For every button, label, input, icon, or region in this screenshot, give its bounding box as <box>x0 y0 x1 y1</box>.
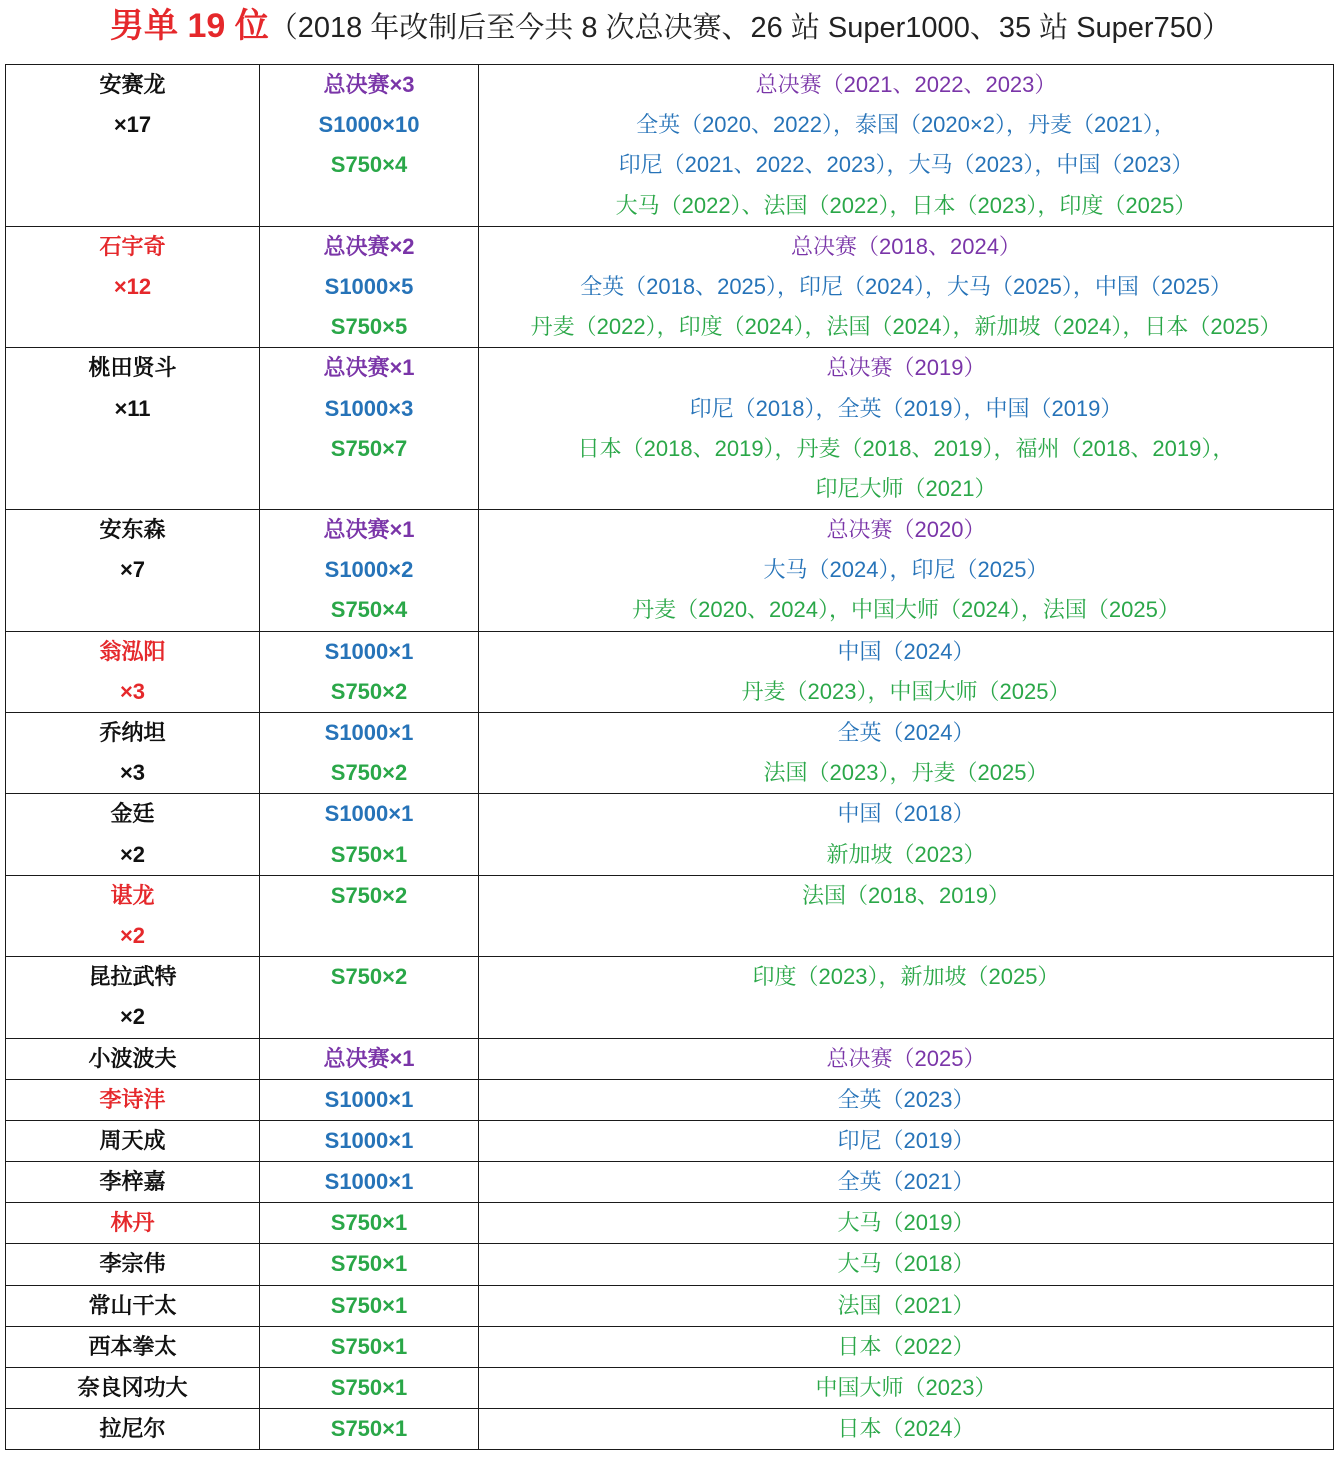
player-row <box>6 1326 1334 1367</box>
event-detail-cell <box>479 1285 1334 1326</box>
player-row <box>6 1038 1334 1079</box>
event-count-cell <box>260 1409 479 1450</box>
event-count-label: S750×2 <box>330 760 408 786</box>
player-row <box>6 1079 1334 1120</box>
event-count-label: S1000×1 <box>324 801 414 827</box>
event-detail-line: 大马（2018） <box>837 1251 975 1277</box>
event-detail-cell <box>479 875 1334 956</box>
event-count-label: S1000×1 <box>324 1086 414 1112</box>
player-cell <box>6 1079 260 1120</box>
event-count-label: S1000×3 <box>324 395 414 421</box>
player-row <box>6 631 1334 712</box>
event-count-label: 总决赛×1 <box>323 517 415 543</box>
event-count-label: 总决赛×1 <box>323 1045 415 1071</box>
event-count-cell <box>260 631 479 712</box>
event-count-cell <box>260 1162 479 1203</box>
event-count-label: S750×1 <box>330 1416 408 1442</box>
player-row <box>6 875 1334 956</box>
event-detail-line: 中国大师（2023） <box>815 1375 997 1400</box>
player-name: 翁泓阳 <box>99 638 166 664</box>
player-row <box>6 1368 1334 1409</box>
player-name: 林丹 <box>110 1210 155 1236</box>
player-cell <box>6 1120 260 1161</box>
player-cell <box>6 1368 260 1409</box>
event-count-cell <box>260 957 479 1038</box>
event-count-cell <box>260 65 479 227</box>
event-count-cell <box>260 1285 479 1326</box>
event-detail-cell <box>479 957 1334 1038</box>
event-count-cell <box>260 1038 479 1079</box>
player-name: 金廷 <box>110 801 155 827</box>
player-row <box>6 713 1334 794</box>
player-cell <box>6 1326 260 1367</box>
title-subtitle: （2018 年改制后至今共 8 次总决赛、26 站 Super1000、35 站 Super750） <box>268 12 1231 44</box>
event-detail-line: 法国（2018、2019） <box>802 882 1010 908</box>
event-detail-line: 中国（2024） <box>837 638 975 664</box>
player-name: 石宇奇 <box>99 233 166 259</box>
event-detail-cell <box>479 713 1334 794</box>
player-name: 小波波夫 <box>88 1045 177 1071</box>
event-count-label: 总决赛×1 <box>323 355 415 381</box>
event-count-label: 总决赛×2 <box>323 233 415 259</box>
event-count-label: S1000×10 <box>318 112 420 138</box>
event-detail-cell <box>479 1120 1334 1161</box>
player-cell <box>6 713 260 794</box>
event-detail-cell <box>479 1244 1334 1285</box>
player-cell <box>6 226 260 348</box>
event-detail-cell <box>479 1203 1334 1244</box>
event-detail-line: 中国（2018） <box>837 801 975 827</box>
event-count-label: S750×1 <box>330 1210 408 1236</box>
event-detail-line: 全英（2020、2022），泰国（2020×2），丹麦（2021）， <box>636 112 1176 138</box>
player-title-count: ×3 <box>119 678 146 704</box>
player-cell <box>6 794 260 875</box>
player-name: 李诗沣 <box>99 1086 166 1112</box>
event-count-label: S750×7 <box>330 435 408 461</box>
player-row <box>6 1120 1334 1161</box>
event-count-label: S750×1 <box>330 1333 408 1359</box>
event-count-label: 总决赛×3 <box>323 72 415 97</box>
player-title-count: ×2 <box>119 1004 146 1030</box>
player-row <box>6 794 1334 875</box>
player-cell <box>6 1244 260 1285</box>
player-row <box>6 348 1334 510</box>
event-count-label: S1000×1 <box>324 1127 414 1153</box>
player-name: 乔纳坦 <box>99 720 166 745</box>
event-detail-cell <box>479 1038 1334 1079</box>
event-count-label: S750×2 <box>330 678 408 704</box>
player-title-count: ×7 <box>119 557 146 583</box>
player-row <box>6 65 1334 227</box>
event-count-label: S750×4 <box>330 597 408 623</box>
title-highlight: 男单 19 位 <box>110 7 269 45</box>
event-detail-line: 日本（2024） <box>837 1416 975 1442</box>
event-count-cell <box>260 1079 479 1120</box>
event-detail-line: 印度（2023），新加坡（2025） <box>752 964 1060 990</box>
event-count-label: S750×5 <box>330 314 408 340</box>
event-count-cell <box>260 1120 479 1161</box>
event-detail-line: 丹麦（2020、2024），中国大师（2024），法国（2025） <box>632 597 1180 623</box>
event-detail-line: 总决赛（2020） <box>826 517 986 543</box>
event-count-cell <box>260 875 479 956</box>
event-detail-line: 全英（2021） <box>837 1169 975 1195</box>
event-detail-line: 大马（2022）、法国（2022），日本（2023），印度（2025） <box>615 192 1197 218</box>
event-count-label: S1000×1 <box>324 638 414 664</box>
player-cell <box>6 65 260 227</box>
event-count-label: S750×1 <box>330 841 408 867</box>
player-cell <box>6 1285 260 1326</box>
event-count-cell <box>260 1203 479 1244</box>
player-title-count: ×2 <box>119 922 146 948</box>
player-row <box>6 1409 1334 1450</box>
event-detail-line: 日本（2022） <box>837 1333 975 1359</box>
player-row <box>6 1203 1334 1244</box>
event-count-cell <box>260 348 479 510</box>
player-name: 拉尼尔 <box>99 1416 166 1442</box>
event-detail-cell <box>479 1368 1334 1409</box>
event-detail-line: 印尼（2018），全英（2019），中国（2019） <box>689 395 1123 421</box>
event-count-label: S750×2 <box>330 964 408 990</box>
player-title-count: ×17 <box>113 112 152 138</box>
player-cell <box>6 1038 260 1079</box>
player-cell <box>6 631 260 712</box>
player-row <box>6 1162 1334 1203</box>
player-name: 奈良冈功大 <box>77 1375 188 1400</box>
event-count-label: S1000×2 <box>324 557 414 583</box>
event-detail-cell <box>479 510 1334 632</box>
event-detail-line: 全英（2024） <box>837 720 975 745</box>
player-name: 安东森 <box>99 517 166 543</box>
player-cell <box>6 875 260 956</box>
event-count-label: S1000×1 <box>324 1169 414 1195</box>
event-detail-line: 新加坡（2023） <box>826 841 986 867</box>
event-detail-line: 印尼（2019） <box>837 1127 975 1153</box>
event-count-label: S1000×1 <box>324 720 414 745</box>
event-count-label: S1000×5 <box>324 273 414 299</box>
results-table <box>5 64 1334 1450</box>
player-cell <box>6 957 260 1038</box>
event-count-label: S750×1 <box>330 1292 408 1318</box>
event-count-label: S750×1 <box>330 1251 408 1277</box>
player-cell <box>6 348 260 510</box>
player-name: 桃田贤斗 <box>88 355 177 381</box>
player-name: 李梓嘉 <box>99 1169 166 1195</box>
event-detail-cell <box>479 348 1334 510</box>
player-cell <box>6 1203 260 1244</box>
page-title <box>0 0 1341 52</box>
player-row <box>6 510 1334 632</box>
event-detail-line: 印尼大师（2021） <box>815 475 997 501</box>
event-detail-line: 总决赛（2021、2022、2023） <box>755 72 1057 97</box>
player-cell <box>6 1162 260 1203</box>
player-title-count: ×12 <box>113 273 152 299</box>
event-detail-line: 全英（2018、2025），印尼（2024），大马（2025），中国（2025） <box>580 273 1232 299</box>
event-count-cell <box>260 713 479 794</box>
event-detail-line: 法国（2023），丹麦（2025） <box>763 760 1049 786</box>
player-name: 李宗伟 <box>99 1251 166 1277</box>
event-detail-line: 总决赛（2025） <box>826 1045 986 1071</box>
player-title-count: ×11 <box>114 395 151 421</box>
player-name: 常山干太 <box>88 1292 177 1318</box>
event-detail-cell <box>479 1079 1334 1120</box>
player-name: 周天成 <box>99 1127 166 1153</box>
player-row <box>6 1285 1334 1326</box>
results-table-body <box>6 65 1334 1450</box>
event-count-cell <box>260 794 479 875</box>
player-row <box>6 957 1334 1038</box>
event-count-cell <box>260 1244 479 1285</box>
player-title-count: ×2 <box>119 841 146 867</box>
event-detail-cell <box>479 631 1334 712</box>
event-detail-cell <box>479 794 1334 875</box>
player-title-count: ×3 <box>119 760 146 786</box>
event-detail-line: 法国（2021） <box>837 1292 975 1318</box>
event-count-label: S750×4 <box>330 152 408 178</box>
player-name: 安赛龙 <box>99 72 166 97</box>
event-detail-line: 丹麦（2023），中国大师（2025） <box>741 678 1071 704</box>
player-row <box>6 226 1334 348</box>
event-detail-cell <box>479 65 1334 227</box>
player-row <box>6 1244 1334 1285</box>
event-detail-cell <box>479 1409 1334 1450</box>
event-detail-cell <box>479 1162 1334 1203</box>
event-detail-line: 大马（2024），印尼（2025） <box>763 557 1049 583</box>
event-count-cell <box>260 1326 479 1367</box>
event-detail-line: 全英（2023） <box>837 1086 975 1112</box>
player-name: 西本拳太 <box>88 1333 177 1359</box>
player-cell <box>6 510 260 632</box>
player-name: 谌龙 <box>110 882 155 908</box>
event-detail-cell <box>479 1326 1334 1367</box>
event-detail-line: 大马（2019） <box>837 1210 975 1236</box>
event-detail-line: 总决赛（2018、2024） <box>791 233 1021 259</box>
event-count-cell <box>260 510 479 632</box>
event-detail-line: 总决赛（2019） <box>826 355 986 381</box>
event-count-label: S750×1 <box>330 1375 408 1400</box>
player-cell <box>6 1409 260 1450</box>
event-detail-cell <box>479 226 1334 348</box>
event-count-cell <box>260 1368 479 1409</box>
event-detail-line: 印尼（2021、2022、2023），大马（2023），中国（2023） <box>618 152 1194 178</box>
event-count-cell <box>260 226 479 348</box>
event-detail-line: 日本（2018、2019），丹麦（2018、2019），福州（2018、2019）， <box>577 435 1235 461</box>
player-name: 昆拉武特 <box>88 964 177 990</box>
event-count-label: S750×2 <box>330 882 408 908</box>
event-detail-line: 丹麦（2022），印度（2024），法国（2024），新加坡（2024），日本（2025） <box>530 314 1282 340</box>
